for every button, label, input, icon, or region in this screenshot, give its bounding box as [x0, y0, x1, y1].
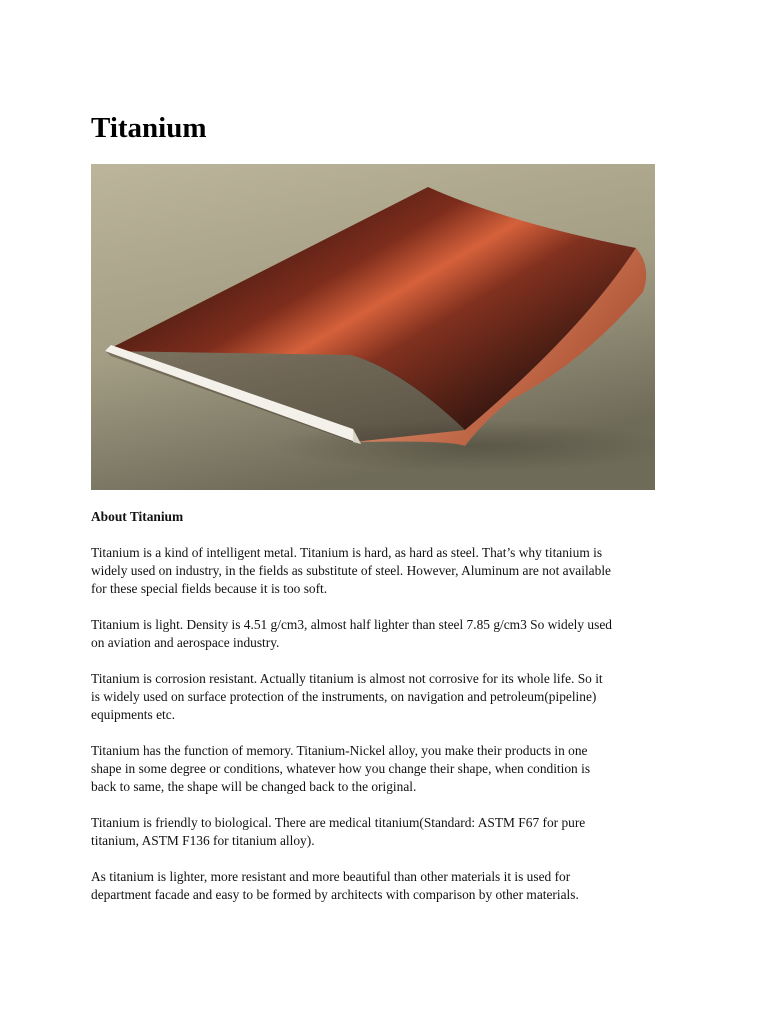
paragraph-line: is widely used on surface protection of the instruments, on navigation and petroleum(pipeline) — [91, 689, 597, 704]
paragraph-corrosion — [91, 670, 691, 724]
paragraph-memory — [91, 742, 691, 796]
titanium-sheet-image — [91, 164, 655, 490]
paragraph-line: titanium, ASTM F136 for titanium alloy). — [91, 833, 315, 848]
paragraph-line: equipments etc. — [91, 707, 176, 722]
article-body — [91, 508, 691, 922]
paragraph-line: Titanium is light. Density is 4.51 g/cm3, almost half lighter than steel 7.85 g/cm3 So widely used — [91, 617, 612, 632]
paragraph-light — [91, 616, 691, 652]
paragraph-biological — [91, 814, 691, 850]
paragraph-line: As titanium is lighter, more resistant and more beautiful than other materials it is used for — [91, 869, 571, 884]
paragraph-line: department facade and easy to be formed by architects with comparison by other materials. — [91, 887, 579, 902]
paragraph-line: back to same, the shape will be changed back to the original. — [91, 779, 417, 794]
paragraph-line: Titanium is corrosion resistant. Actually titanium is almost not corrosive for its whole life. So it — [91, 671, 603, 686]
paragraph-line: on aviation and aerospace industry. — [91, 635, 280, 650]
paragraph-line: shape in some degree or conditions, whatever how you change their shape, when condition is — [91, 761, 591, 776]
paragraph-line: Titanium is a kind of intelligent metal. Titanium is hard, as hard as steel. That’s why titanium is — [91, 545, 603, 560]
section-heading: About Titanium — [91, 509, 184, 524]
paragraph-line: widely used on industry, in the fields as substitute of steel. However, Aluminum are not available — [91, 563, 611, 578]
paragraph-line: Titanium is friendly to biological. There are medical titanium(Standard: ASTM F67 for pure — [91, 815, 586, 830]
titanium-sheet-illustration-icon — [91, 164, 655, 490]
paragraph-intelligent-metal — [91, 544, 691, 598]
page-title: Titanium — [91, 112, 207, 144]
paragraph-line: for these special fields because it is too soft. — [91, 581, 328, 596]
paragraph-facade — [91, 868, 691, 904]
paragraph-line: Titanium has the function of memory. Titanium-Nickel alloy, you make their products in one — [91, 743, 588, 758]
